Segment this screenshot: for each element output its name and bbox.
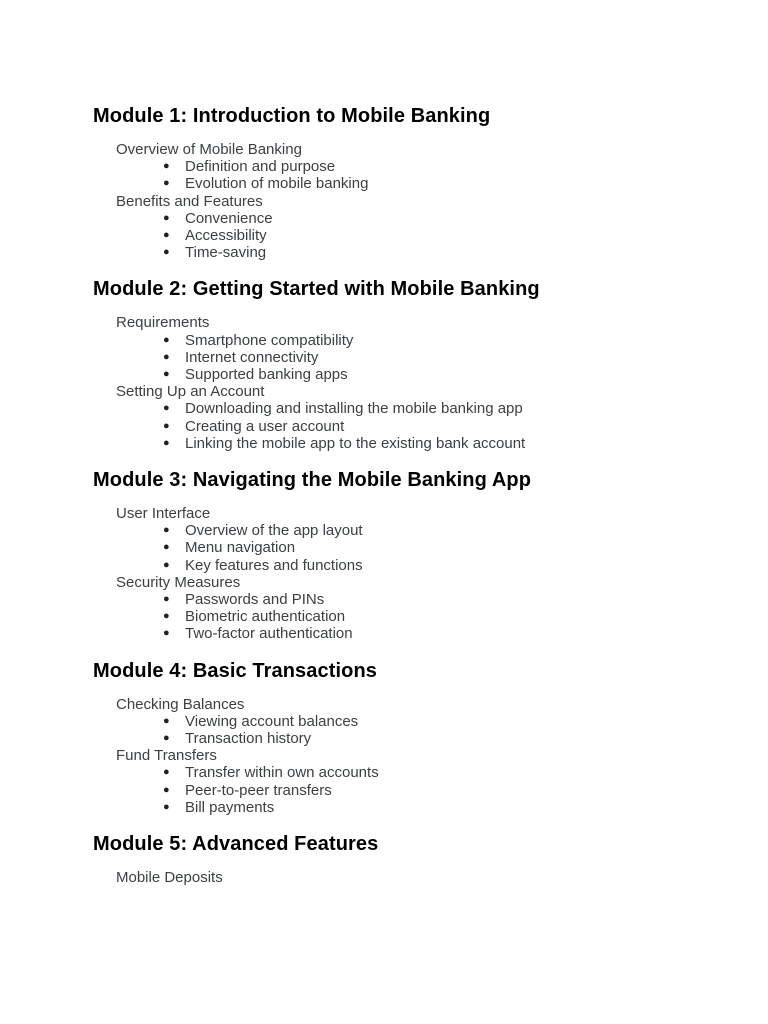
module-5 (93, 830, 733, 886)
bullet-dot-icon: ● (163, 419, 170, 432)
subtopic-text: Evolution of mobile banking (185, 175, 369, 193)
bullet-dot-icon: ● (163, 714, 170, 727)
subtopic-item (93, 210, 733, 227)
subtopic-item (93, 625, 733, 642)
module-3 (93, 466, 733, 643)
bullet-dot-icon: ● (163, 246, 170, 259)
bullet-dot-icon: ● (163, 627, 170, 640)
subtopic-item (93, 227, 733, 244)
subtopic-list (93, 764, 733, 816)
subtopic-item (93, 332, 733, 349)
subtopic-list (93, 332, 733, 384)
subtopic-list (93, 400, 733, 452)
topic-heading: Setting Up an Account (116, 383, 265, 401)
subtopic-item (93, 349, 733, 366)
subtopic-text: Bill payments (185, 798, 275, 816)
subtopic-text: Convenience (185, 209, 273, 227)
module-1 (93, 102, 733, 261)
topic-heading: User Interface (116, 505, 211, 523)
subtopic-text: Definition and purpose (185, 158, 336, 176)
topic (93, 193, 733, 262)
subtopic-text: Internet connectivity (185, 348, 319, 366)
topic-heading: Checking Balances (116, 695, 245, 713)
bullet-dot-icon: ● (163, 732, 170, 745)
subtopic-list (93, 210, 733, 262)
subtopic-item (93, 591, 733, 608)
bullet-dot-icon: ● (163, 229, 170, 242)
subtopic-item (93, 244, 733, 261)
subtopic-text: Viewing account balances (185, 712, 359, 730)
subtopic-text: Menu navigation (185, 539, 296, 557)
module-body (93, 869, 733, 886)
subtopic-item (93, 608, 733, 625)
subtopic-list (93, 522, 733, 574)
subtopic-item (93, 799, 733, 816)
module-title: Module 1: Introduction to Mobile Banking (93, 105, 491, 127)
module-body (93, 141, 733, 261)
topic-heading: Overview of Mobile Banking (116, 141, 302, 158)
subtopic-text: Key features and functions (185, 556, 363, 574)
topic (93, 314, 733, 383)
subtopic-text: Biometric authentication (185, 608, 346, 626)
bullet-dot-icon: ● (163, 436, 170, 449)
topic-heading: Fund Transfers (116, 747, 217, 765)
topic (93, 747, 733, 816)
bullet-dot-icon: ● (163, 610, 170, 623)
subtopic-text: Time-saving (185, 244, 267, 262)
subtopic-item (93, 158, 733, 175)
subtopic-item (93, 435, 733, 452)
course-outline (93, 102, 733, 900)
subtopic-text: Creating a user account (185, 417, 345, 435)
subtopic-list (93, 591, 733, 643)
module-body (93, 505, 733, 643)
topic (93, 869, 733, 886)
module-body (93, 696, 733, 816)
bullet-dot-icon: ● (163, 541, 170, 554)
topic-heading: Benefits and Features (116, 192, 263, 210)
subtopic-item (93, 782, 733, 799)
subtopic-item (93, 175, 733, 192)
bullet-dot-icon: ● (163, 368, 170, 381)
subtopic-item (93, 418, 733, 435)
subtopic-list (93, 713, 733, 747)
subtopic-text: Linking the mobile app to the existing bank account (185, 434, 526, 452)
bullet-dot-icon: ● (163, 402, 170, 415)
topic (93, 505, 733, 574)
module-title: Module 5: Advanced Features (93, 833, 379, 856)
module-4 (93, 657, 733, 816)
topic-heading: Requirements (116, 314, 210, 332)
topic (93, 383, 733, 452)
subtopic-list (93, 158, 733, 192)
bullet-dot-icon: ● (163, 593, 170, 606)
subtopic-text: Supported banking apps (185, 366, 348, 384)
bullet-dot-icon: ● (163, 558, 170, 571)
subtopic-item (93, 400, 733, 417)
subtopic-item (93, 539, 733, 556)
subtopic-item (93, 557, 733, 574)
topic (93, 696, 733, 748)
topic-heading: Security Measures (116, 573, 241, 591)
subtopic-text: Peer-to-peer transfers (185, 781, 332, 799)
module-title: Module 3: Navigating the Mobile Banking App (93, 469, 532, 492)
bullet-dot-icon: ● (163, 350, 170, 363)
bullet-dot-icon: ● (163, 211, 170, 224)
topic (93, 574, 733, 643)
bullet-dot-icon: ● (163, 333, 170, 346)
topic (93, 141, 733, 193)
module-title: Module 4: Basic Transactions (93, 659, 377, 682)
subtopic-item (93, 366, 733, 383)
subtopic-text: Transfer within own accounts (185, 764, 379, 782)
subtopic-text: Accessibility (185, 227, 267, 245)
subtopic-text: Downloading and installing the mobile banking app (185, 400, 523, 418)
bullet-dot-icon: ● (163, 800, 170, 813)
module-2 (93, 275, 733, 452)
bullet-dot-icon: ● (163, 783, 170, 796)
subtopic-item (93, 730, 733, 747)
module-body (93, 314, 733, 452)
bullet-dot-icon: ● (163, 524, 170, 537)
subtopic-item (93, 764, 733, 781)
topic-heading: Mobile Deposits (116, 869, 223, 887)
subtopic-text: Two-factor authentication (185, 625, 353, 643)
subtopic-item (93, 522, 733, 539)
subtopic-text: Transaction history (185, 730, 312, 748)
bullet-dot-icon: ● (163, 177, 170, 190)
subtopic-text: Overview of the app layout (185, 522, 363, 540)
module-title: Module 2: Getting Started with Mobile Banking (93, 278, 540, 301)
subtopic-item (93, 713, 733, 730)
subtopic-text: Passwords and PINs (185, 591, 325, 609)
bullet-dot-icon: ● (163, 766, 170, 779)
subtopic-text: Smartphone compatibility (185, 331, 354, 349)
bullet-dot-icon: ● (163, 160, 170, 173)
